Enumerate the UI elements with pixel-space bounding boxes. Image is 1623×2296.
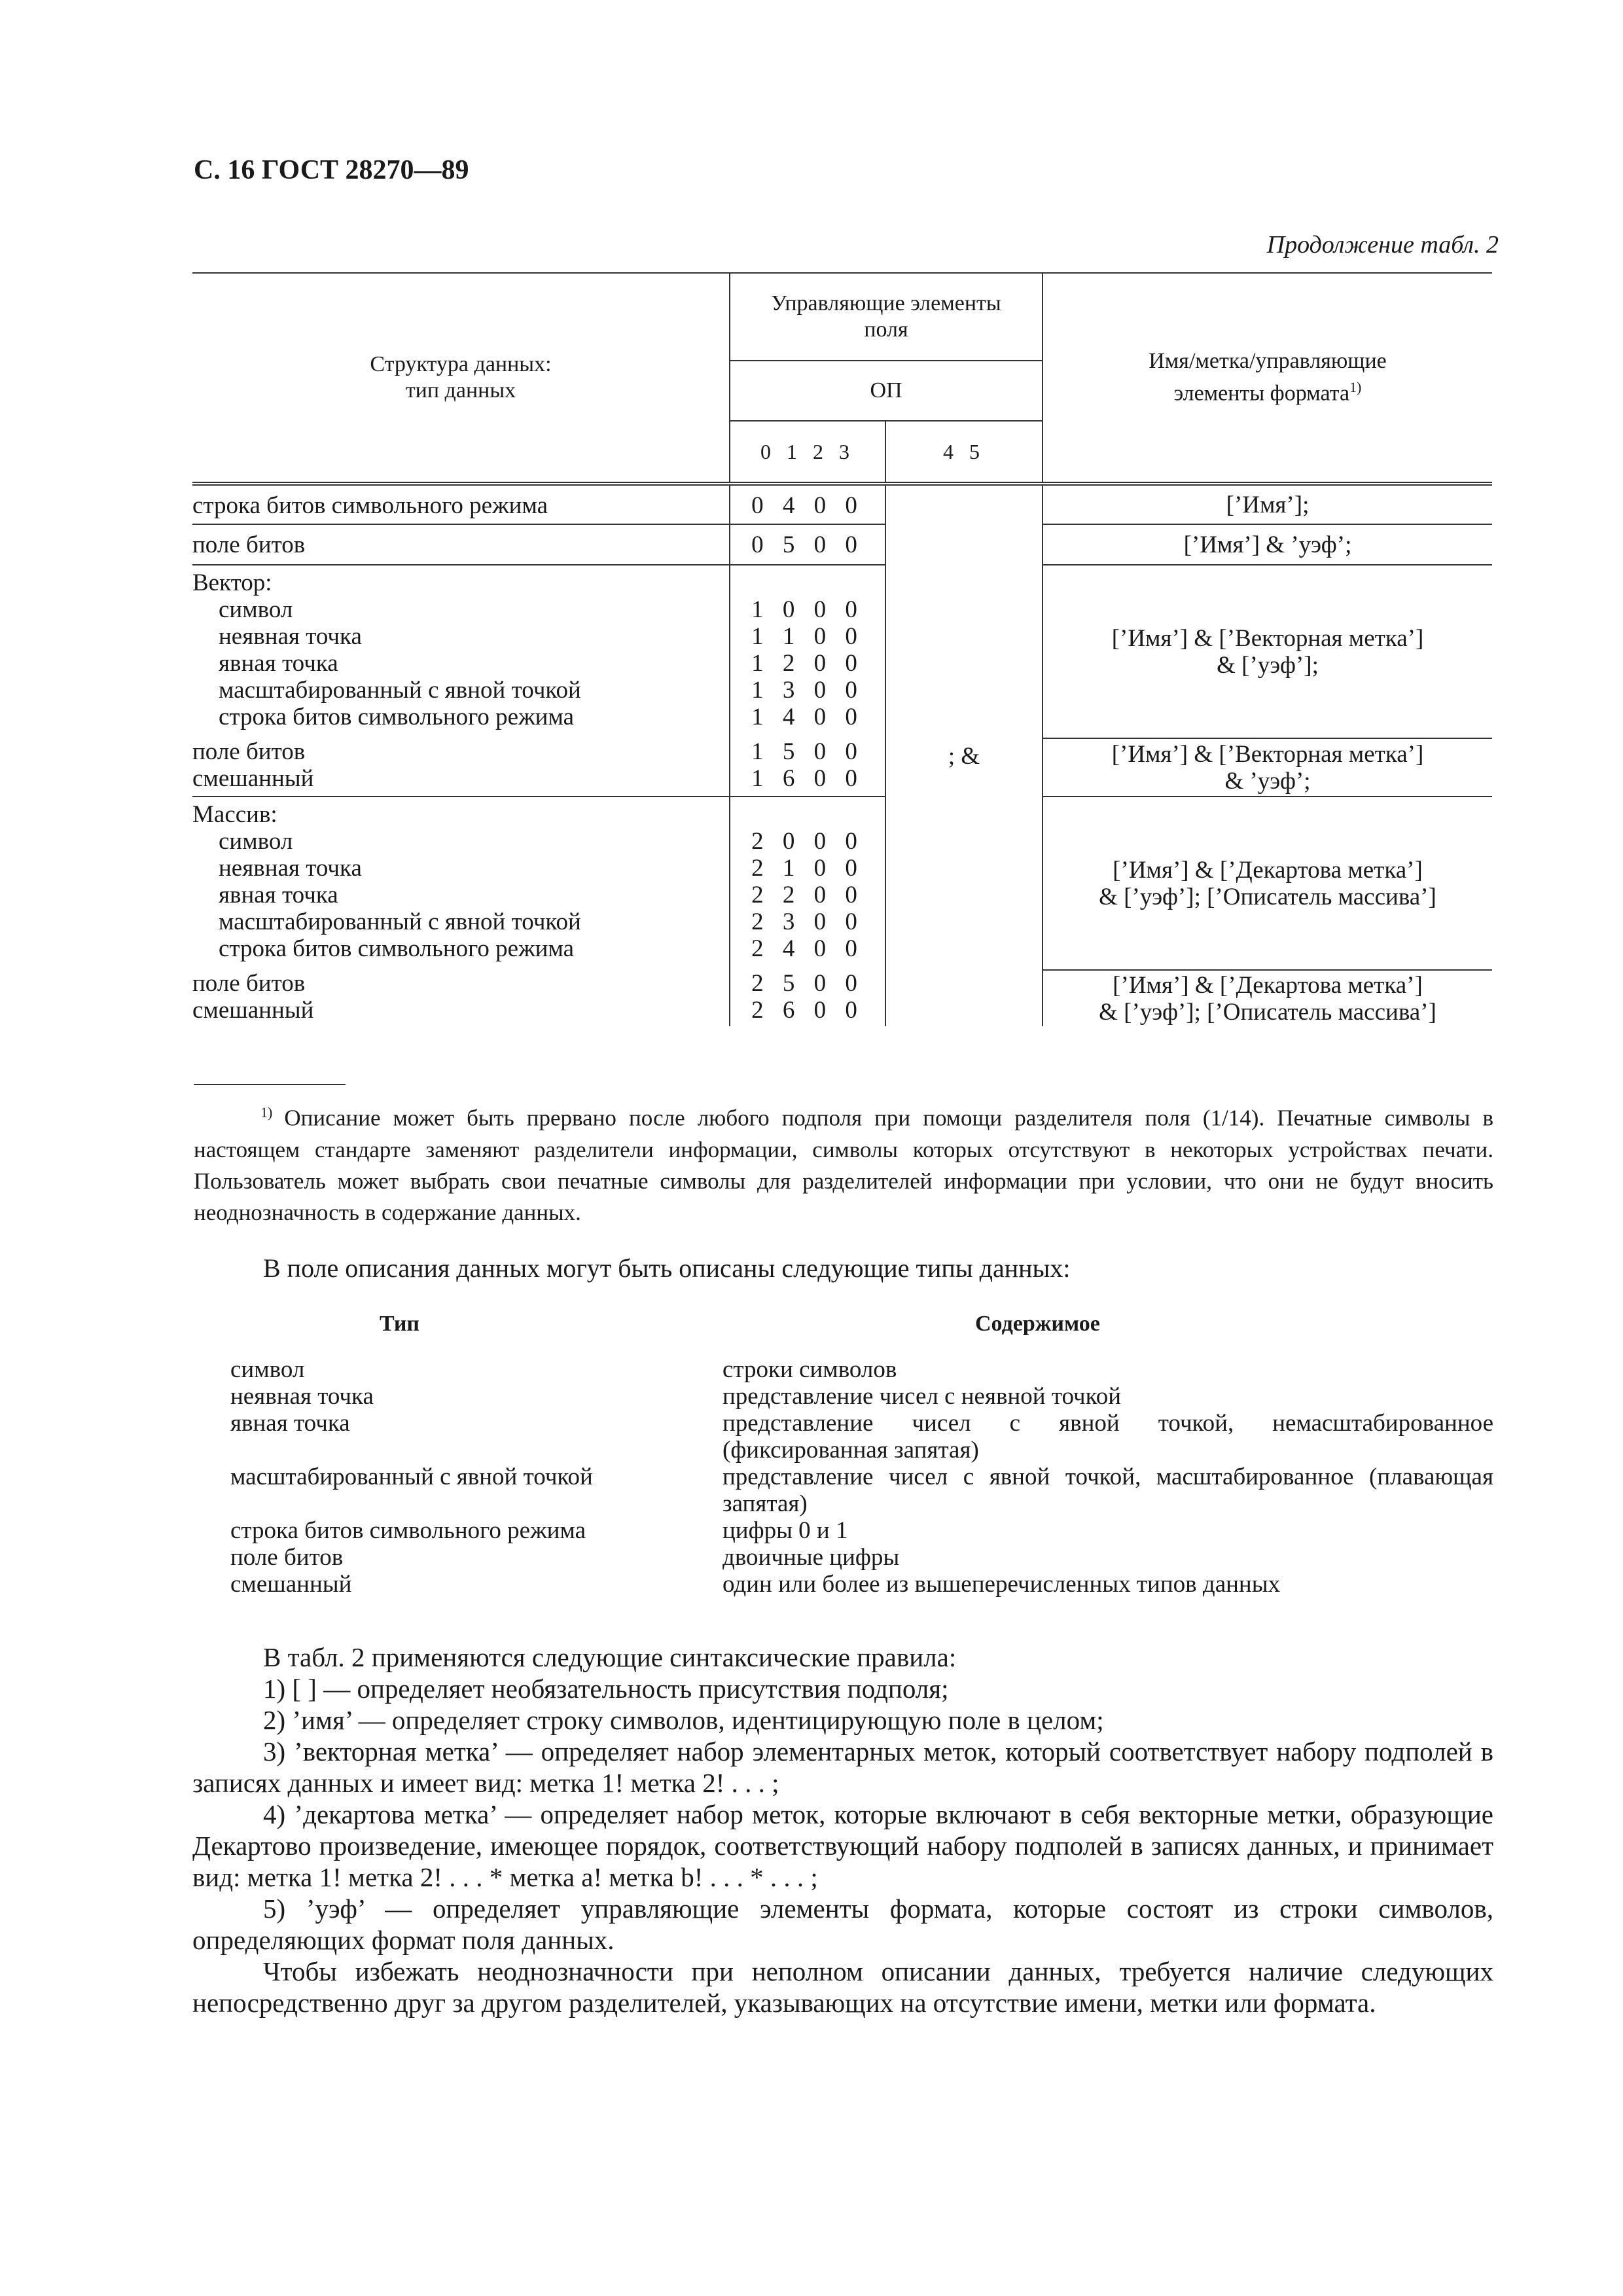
- code-cell: [730, 797, 885, 970]
- name-value: [’Имя’] & ’уэф’;: [1183, 531, 1352, 558]
- type-content: представление чисел с неявной точкой: [722, 1383, 1122, 1410]
- table-row-type: [192, 797, 730, 970]
- header-op: ОП: [730, 361, 1043, 421]
- code-value: 0 5 0 0: [751, 531, 864, 558]
- type-label: смешанный: [192, 765, 314, 792]
- type-label: масштабированный с явной точкой: [219, 908, 581, 935]
- code-value: 1 6 0 0: [751, 765, 864, 792]
- header-structure-line1: Структура данных:: [370, 352, 552, 376]
- paragraph: 5) ’уэф’ — определяет управляющие элементы формата, которые состоят из строки символов, определяющих формат поля данных.: [192, 1893, 1493, 1955]
- header-structure: [192, 273, 730, 484]
- table-row-type: [192, 970, 730, 1026]
- type-label: явная точка: [219, 650, 338, 677]
- header-controls-line1: Управляющие элементы: [771, 291, 1001, 315]
- types-list: [230, 1356, 1493, 1598]
- table-continuation-label: Продолжение табл. 2: [1266, 231, 1499, 259]
- type-name: неявная точка: [230, 1383, 374, 1410]
- type-name: символ: [230, 1356, 305, 1383]
- code-value: 1 5 0 0: [751, 738, 864, 765]
- code-value: 1 3 0 0: [751, 677, 864, 704]
- name-cell: [1043, 524, 1492, 565]
- type-content: представление чисел с явной точкой, немасштабированное (фиксированная запятая): [722, 1410, 1493, 1463]
- code-cell: [730, 970, 885, 1026]
- name-value: [’Имя’] & [’Декартова метка’]: [1113, 856, 1423, 884]
- header-name-label-format: [1043, 273, 1492, 484]
- data-structure-table: [192, 272, 1492, 1026]
- paragraph: 2) ’имя’ — определяет строку символов, идентицирующую поле в целом;: [263, 1705, 1104, 1735]
- code-cell: [730, 738, 885, 797]
- type-content: представление чисел с явной точкой, масштабированное (плавающая запятая): [722, 1463, 1493, 1517]
- type-content: строки символов: [722, 1356, 897, 1383]
- group-label-vector: Вектор:: [192, 569, 272, 596]
- type-label: смешанный: [192, 997, 314, 1024]
- name-value: & [’уэф’];: [1217, 651, 1319, 679]
- paragraph: 4) ’декартова метка’ — определяет набор меток, которые включают в себя векторные метки, образующие Декартово произведение, имеющее порядок, соответствующий набору подполей в записях данных, и принимает вид: метка 1! метка 2! . . . * метка а! метка b! . . . * . . . ;: [192, 1799, 1493, 1892]
- code-value: 2 6 0 0: [751, 997, 864, 1024]
- type-name: строка битов символьного режима: [230, 1517, 586, 1544]
- code-value: 1 4 0 0: [751, 704, 864, 730]
- paragraph: 1) [ ] — определяет необязательность присутствия подполя;: [263, 1674, 949, 1704]
- paragraph: 3) ’векторная метка’ — определяет набор элементарных меток, который соответствует набору подполей в записях данных и имеет вид: метка 1! метка 2! . . . ;: [192, 1736, 1493, 1798]
- type-content: один или более из вышеперечисленных типов данных: [722, 1571, 1281, 1598]
- header-footnote-marker: 1): [1349, 379, 1362, 396]
- type-label: строка битов символьного режима: [192, 492, 548, 519]
- type-content: цифры 0 и 1: [722, 1517, 848, 1544]
- header-name-line2: элементы формата: [1173, 381, 1350, 406]
- type-name: масштабированный с явной точкой: [230, 1463, 593, 1490]
- type-label: символ: [219, 828, 293, 855]
- types-intro: В поле описания данных могут быть описаны следующие типы данных:: [263, 1253, 1071, 1283]
- code-value: 2 2 0 0: [751, 882, 864, 908]
- type-label: неявная точка: [219, 623, 362, 650]
- name-value: & ’уэф’;: [1224, 767, 1311, 795]
- type-name: явная точка: [230, 1410, 350, 1437]
- header-0123: 0 1 2 3: [730, 421, 885, 484]
- type-label: поле битов: [192, 738, 306, 765]
- footnote-divider: [194, 1084, 346, 1085]
- type-name: смешанный: [230, 1571, 352, 1598]
- code-value: 0 4 0 0: [751, 492, 864, 519]
- type-label: строка битов символьного режима: [219, 935, 575, 962]
- footnote: [194, 1097, 1493, 1229]
- name-cell: [1043, 797, 1492, 970]
- name-cell: [1043, 484, 1492, 524]
- type-label: символ: [219, 596, 293, 623]
- name-value: & [’уэф’]; [’Описатель массива’]: [1099, 883, 1436, 910]
- code-value: 2 1 0 0: [751, 855, 864, 882]
- name-value: [’Имя’];: [1226, 491, 1310, 518]
- table-row-type: [192, 524, 730, 565]
- code-value: 2 3 0 0: [751, 908, 864, 935]
- code-cell: [730, 524, 885, 565]
- type-name: поле битов: [230, 1544, 344, 1571]
- list-item: [230, 1383, 1493, 1410]
- paragraph: Чтобы избежать неоднозначности при неполном описании данных, требуется наличие следующих непосредственно друг за другом разделителей, указывающих на отсутствие имени, метки или формата.: [192, 1956, 1493, 2018]
- header-structure-line2: тип данных: [405, 378, 516, 403]
- list-item: [230, 1571, 1493, 1598]
- header-field-controls: [730, 273, 1043, 361]
- type-label: неявная точка: [219, 855, 362, 882]
- name-cell: [1043, 970, 1492, 1026]
- code-cell: [730, 565, 885, 738]
- types-head-type: Тип: [380, 1312, 420, 1336]
- type-label: масштабированный с явной точкой: [219, 677, 581, 704]
- code-value: 1 1 0 0: [751, 623, 864, 650]
- name-value: [’Имя’] & [’Декартова метка’]: [1113, 971, 1423, 999]
- header-45: 4 5: [885, 421, 1043, 484]
- name-value: & [’уэф’]; [’Описатель массива’]: [1099, 998, 1436, 1026]
- name-cell: [1043, 738, 1492, 797]
- page-header: С. 16 ГОСТ 28270—89: [194, 155, 469, 185]
- code-cell: [730, 484, 885, 524]
- table-row-type: [192, 738, 730, 797]
- type-label: поле битов: [192, 531, 306, 558]
- list-item: [230, 1410, 1493, 1463]
- header-name-line1: Имя/метка/управляющие: [1149, 349, 1387, 374]
- list-item: [230, 1463, 1493, 1517]
- header-controls-line2: поля: [864, 317, 908, 342]
- name-value: [’Имя’] & [’Векторная метка’]: [1111, 624, 1424, 652]
- separator-cell: ; &: [948, 742, 980, 770]
- table-row-type: [192, 565, 730, 738]
- list-item: [230, 1356, 1493, 1383]
- list-item: [230, 1544, 1493, 1571]
- footnote-text: Описание может быть прервано после любого подполя при помощи разделителя поля (1/14). Печатные символы в настоящем стандарте заменяют разделители информации, символы которых отсутствуют в некоторых устройствах печати. Пользователь может выбрать свои печатные символы для разделителей информации при условии, что они не будут вносить неоднозначность в содержание данных.: [194, 1105, 1493, 1225]
- type-label: явная точка: [219, 882, 338, 908]
- list-item: [230, 1517, 1493, 1544]
- types-head-content: Содержимое: [975, 1312, 1100, 1336]
- type-label: поле битов: [192, 970, 306, 997]
- name-value: [’Имя’] & [’Векторная метка’]: [1111, 740, 1424, 768]
- table-row-type: [192, 484, 730, 524]
- footnote-marker: 1): [260, 1104, 273, 1121]
- name-cell: [1043, 565, 1492, 738]
- group-label-array: Массив:: [192, 801, 277, 828]
- code-value: 1 0 0 0: [751, 596, 864, 623]
- code-value: 1 2 0 0: [751, 650, 864, 677]
- paragraph: В табл. 2 применяются следующие синтаксические правила:: [263, 1642, 957, 1672]
- type-label: строка битов символьного режима: [219, 704, 575, 730]
- code-value: 2 4 0 0: [751, 935, 864, 962]
- type-content: двоичные цифры: [722, 1544, 900, 1571]
- code-value: 2 0 0 0: [751, 828, 864, 855]
- code-value: 2 5 0 0: [751, 970, 864, 997]
- body-text: [192, 1641, 1493, 2018]
